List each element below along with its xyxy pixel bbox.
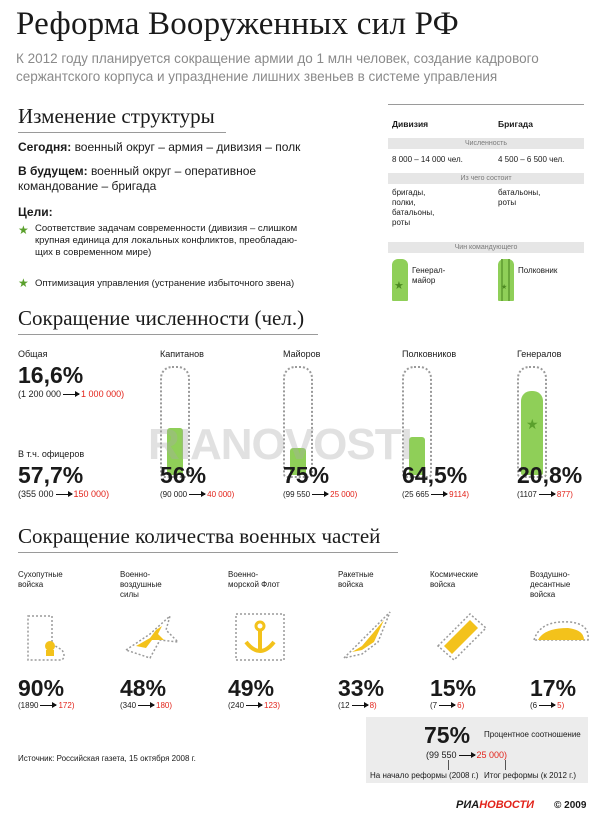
unit-label: Космические войска bbox=[430, 570, 479, 589]
unit-change: (6 5) bbox=[530, 701, 565, 710]
unit-label: Ракетные войска bbox=[338, 570, 374, 589]
legend-pointer-right bbox=[505, 760, 506, 770]
unit-label: Военно- морской Флот bbox=[228, 570, 280, 589]
legend-change: (99 550 25 000) bbox=[426, 750, 508, 760]
officers-label: В т.ч. офицеров bbox=[18, 449, 85, 459]
unit-change: (7 6) bbox=[430, 701, 465, 710]
unit-label: Сухопутные войска bbox=[18, 570, 63, 589]
unit-change: (12 8) bbox=[338, 701, 377, 710]
watermark-logo: RIANOVOSTI bbox=[148, 420, 412, 469]
rocket-icon bbox=[338, 606, 402, 671]
legend-pct: 75% bbox=[424, 722, 471, 748]
structure-divider bbox=[18, 132, 226, 133]
unit-pct: 17% bbox=[530, 675, 577, 701]
star-icon: ★ bbox=[18, 276, 29, 290]
arrow-icon bbox=[40, 705, 56, 706]
future-text-1: военный округ – оперативное bbox=[90, 164, 257, 178]
bar-pct: 64,5% bbox=[402, 462, 468, 488]
bar-change: (25 665 9114) bbox=[402, 490, 470, 499]
jet-icon bbox=[120, 606, 184, 671]
band-rank: Чин командующего bbox=[388, 242, 584, 253]
unit-pct: 48% bbox=[120, 675, 167, 701]
division-size: 8 000 – 14 000 чел. bbox=[392, 155, 463, 164]
arrow-icon bbox=[138, 705, 154, 706]
structure-today bbox=[18, 140, 378, 155]
brigade-rank: Полковник bbox=[518, 266, 558, 275]
unit-change: (340 180) bbox=[120, 701, 173, 710]
source-note: Источник: Российская газета, 15 октября 2008 г. bbox=[18, 754, 196, 763]
unit-label: Воздушно- десантные войска bbox=[530, 570, 571, 599]
bar-pct: 20,8% bbox=[517, 462, 583, 488]
beret-icon bbox=[530, 606, 594, 671]
bar-label: Генералов bbox=[517, 349, 562, 359]
legend-start-note: На начало реформы (2008 г.) bbox=[370, 771, 479, 780]
general-epaulette-icon: ★ bbox=[392, 259, 408, 301]
unit-pct: 49% bbox=[228, 675, 275, 701]
star-icon: ★ bbox=[526, 416, 539, 432]
band-size: Численность bbox=[388, 138, 584, 149]
division-rank: Генерал- майор bbox=[412, 266, 446, 285]
colonel-epaulette-icon: ★ bbox=[498, 259, 514, 301]
arrow-icon bbox=[189, 494, 205, 495]
today-label: Сегодня: bbox=[18, 140, 72, 154]
star-icon: ★ bbox=[18, 223, 29, 237]
copyright: © 2009 bbox=[554, 800, 587, 811]
brigade-size: 4 500 – 6 500 чел. bbox=[498, 155, 565, 164]
structure-title: Изменение структуры bbox=[18, 104, 215, 128]
boot-icon bbox=[18, 606, 82, 671]
bar-change: (1107 877) bbox=[517, 490, 573, 499]
total-label: Общая bbox=[18, 349, 48, 359]
units-divider bbox=[18, 552, 398, 553]
future-label: В будущем: bbox=[18, 164, 88, 178]
personnel-title: Сокращение численности (чел.) bbox=[18, 306, 305, 330]
bar-change: (90 000 40 000) bbox=[160, 490, 235, 499]
bar-label: Капитанов bbox=[160, 349, 204, 359]
col-division: Дивизия bbox=[392, 119, 429, 129]
brigade-units: батальоны, роты bbox=[498, 188, 541, 207]
unit-pct: 90% bbox=[18, 675, 65, 701]
bar-change: (99 550 25 000) bbox=[283, 490, 358, 499]
bar-pct: 56% bbox=[160, 462, 207, 488]
personnel-divider bbox=[18, 334, 318, 335]
unit-label: Военно- воздушные силы bbox=[120, 570, 162, 599]
total-change: (1 200 000 1 000 000) bbox=[18, 389, 125, 399]
arrow-icon bbox=[63, 394, 79, 395]
legend-pointer-left bbox=[448, 760, 449, 770]
units-title: Сокращение количества военных частей bbox=[18, 524, 381, 548]
officers-change: (355 000 150 000) bbox=[18, 489, 110, 499]
arrow-icon bbox=[539, 705, 555, 706]
unit-pct: 33% bbox=[338, 675, 385, 701]
satellite-icon bbox=[430, 606, 494, 671]
unit-change: (240 123) bbox=[228, 701, 281, 710]
anchor-icon bbox=[228, 606, 292, 671]
officers-pct: 57,7% bbox=[18, 462, 84, 488]
brand-logo: РИАНОВОСТИ bbox=[456, 799, 535, 811]
future-text-2: командование – бригада bbox=[18, 179, 157, 193]
division-units: бригады, полки, батальоны, роты bbox=[392, 188, 435, 227]
arrow-icon bbox=[539, 494, 555, 495]
bar-pct: 75% bbox=[283, 462, 330, 488]
unit-change: (1890 172) bbox=[18, 701, 75, 710]
today-text: военный округ – армия – дивизия – полк bbox=[74, 140, 301, 154]
page-subtitle: К 2012 году планируется сокращение армии до 1 млн человек, создание кадрового сержантского корпуса и упразднение лишних звеньев в системе управления bbox=[16, 51, 539, 84]
arrow-icon bbox=[56, 494, 72, 495]
legend-end-note: Итог реформы (к 2012 г.) bbox=[484, 771, 576, 780]
goals-label: Цели: bbox=[18, 205, 53, 219]
goal-2: Оптимизация управления (устранение избыточного звена) bbox=[35, 278, 295, 289]
col-brigade: Бригада bbox=[498, 119, 533, 129]
structure-future bbox=[18, 164, 378, 194]
total-pct: 16,6% bbox=[18, 362, 84, 388]
legend-pct-note: Процентное соотношение bbox=[484, 730, 581, 739]
arrow-icon bbox=[431, 494, 447, 495]
arrow-icon bbox=[439, 705, 455, 706]
arrow-icon bbox=[246, 705, 262, 706]
goal-1: Соответствие задачам современности (дивизия – слишком крупная единица для локальных конфликтов, преобладаю- щих в современном мире) bbox=[35, 223, 298, 258]
page-title: Реформа Вооруженных сил РФ bbox=[16, 6, 459, 42]
unit-pct: 15% bbox=[430, 675, 477, 701]
band-composition: Из чего состоит bbox=[388, 173, 584, 184]
arrow-icon bbox=[312, 494, 328, 495]
arrow-icon bbox=[459, 755, 475, 756]
bar-label: Полковников bbox=[402, 349, 457, 359]
bar-label: Майоров bbox=[283, 349, 321, 359]
arrow-icon bbox=[352, 705, 368, 706]
